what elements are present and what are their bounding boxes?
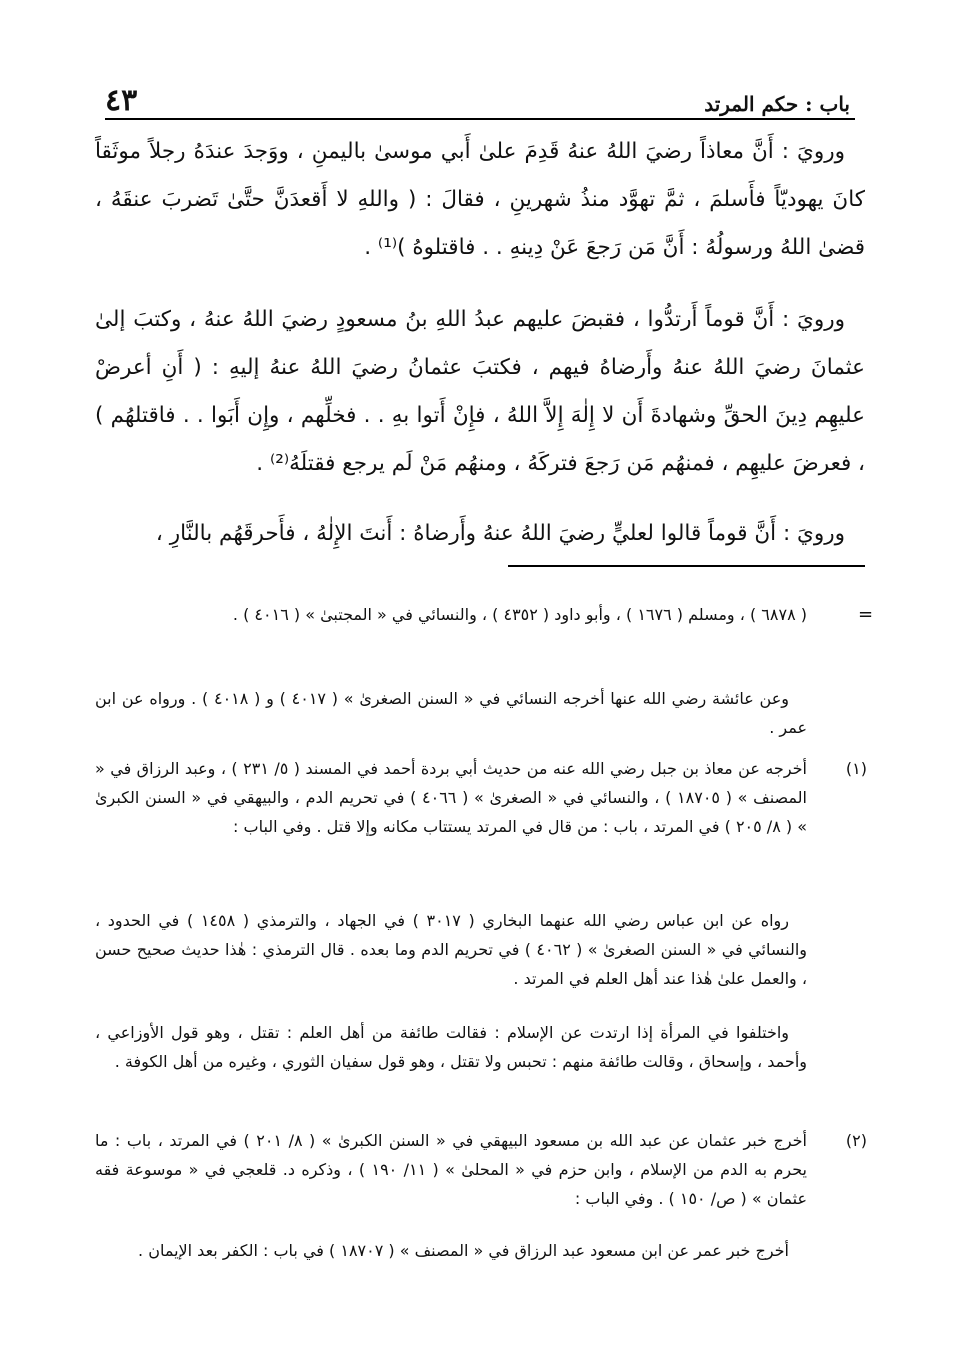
page-header <box>105 80 850 116</box>
footnote-1-para-3 <box>95 1018 807 1076</box>
footnote-1-para-2 <box>95 906 807 993</box>
chapter-title: باب : حكم المرتد <box>704 92 850 116</box>
footnote-continuation <box>95 600 807 629</box>
footnote-2 <box>95 1126 807 1213</box>
footnote-continuation-2-text: وعن عائشة رضي الله عنها أخرجه النسائي في « السنن الصغرىٰ » ( ٤٠١٧ ) و ( ٤٠١٨ ) . ورواه عن ابن عمر . <box>95 689 807 737</box>
footnote-continuation-text: ( ٦٨٧٨ ) ، ومسلم ( ١٦٧٦ ) ، وأبو داود ( ٤٣٥٢ ) ، والنسائي في « المجتبىٰ » ( ٤٠١٦ ) . <box>232 605 807 624</box>
footnote-separator <box>508 565 865 567</box>
main-paragraph-3 <box>95 510 865 558</box>
footnote-continuation-2 <box>95 684 807 742</box>
main-text-2: ورويَ : أَنَّ قوماً أَرتدُّوا ، فقبضَ عليهم عبدُ اللهِ بنُ مسعودٍ رضيَ اللهُ عنهُ ، وكتبَ إلىٰ عثمانَ رضيَ اللهُ عنهُ وأَرضاهُ فيهم ، فكتبَ عثمانُ رضيَ اللهُ عنهُ إليهِ : ( أَنِ أعرضْ عليهِم دِينَ الحقِّ وشهادةَ أَن لا إِلٰهَ إِلاَّ اللهُ ، فإِنْ أَتوا بهِ . . فخلِّهم ، وإِن أَبَوا . . فاقتلهُم ) ، فعرضَ عليهِم ، فمنهُم مَن رَجعَ فتركَهُ ، ومنهُم مَنْ لَم يرجع فقتلَهُ⁽²⁾ . <box>95 307 865 476</box>
footnote-1-text: أخرجه عن معاذ بن جبل رضي الله عنه من حديث أبي بردة أحمد في المسند ( ٥/ ٢٣١ ) ، وعبد الرزاق في « المصنف » ( ١٨٧٠٥ ) ، والنسائي في « الصغرىٰ » ( ٤٠٦٦ ) في تحريم الدم ، والبيهقي في « السنن الكبرىٰ » ( ٨/ ٢٠٥ ) في المرتد ، باب : من قال في المرتد يستتاب مكانه وإلا قتل . وفي الباب : <box>95 759 808 836</box>
footnote-1-marker: (١) <box>845 759 867 778</box>
main-text-3: ورويَ : أَنَّ قوماً قالوا لعليٍّ رضيَ اللهُ عنهُ وأَرضاهُ : أَنتَ الإِلٰهُ ، فأَحرقَهُم بالنَّارِ ، <box>155 521 845 546</box>
footnote-continuation-mark: = <box>858 604 874 625</box>
main-text-1: ورويَ : أَنَّ معاذاً رضيَ اللهُ عنهُ قَدِمَ علىٰ أَبي موسىٰ باليمنِ ، ووَجدَ عندَهُ رجلاً موثَقاً كانَ يهوديّاً فأَسلمَ ، ثمَّ تهوَّد منذُ شهرينِ ، فقالَ : ( واللهِ لا أَقعدَنَّ حتَّىٰ تَضربَ عنقَهُ ، قضىٰ اللهُ ورسولُهُ : أَنَّ مَن رَجعَ عَنْ دِينهِ . . فاقتلوهُ )⁽¹⁾ . <box>95 139 865 260</box>
footnote-2-para-2 <box>95 1236 807 1265</box>
header-rule <box>105 118 855 120</box>
footnote-2-para-2-text: أخرج خبر عمر عن ابن مسعود عبد الرزاق في « المصنف » ( ١٨٧٠٧ ) في باب : الكفر بعد الإيمان . <box>138 1241 789 1260</box>
footnote-2-text: أخرج خبر عثمان عن عبد الله بن مسعود البيهقي في « السنن الكبرىٰ » ( ٨/ ٢٠١ ) في المرتد ، باب : ما يحرم به الدم من الإسلام ، وابن حزم في « المحلىٰ » ( ١١/ ١٩٠ ) ، وذكره د. قلعجي في « موسوعة فقه عثمان » ( ص/ ١٥٠ ) . وفي الباب : <box>95 1131 808 1208</box>
footnote-1 <box>95 754 807 841</box>
page-number: ٤٣ <box>105 83 138 118</box>
footnote-2-marker: (٢) <box>845 1131 867 1150</box>
footnote-1-para-3-text: واختلفوا في المرأة إذا ارتدت عن الإسلام : فقالت طائفة من أهل العلم : تقتل ، وهو قول الأوزاعي ، وأحمد ، وإسحاق ، وقالت طائفة منهم : تحبس ولا تقتل ، وهو قول سفيان الثوري ، وغيره من أهل الكوفة . <box>95 1023 807 1071</box>
main-paragraph-1 <box>95 128 865 272</box>
main-paragraph-2 <box>95 296 865 488</box>
footnote-1-para-2-text: رواه عن ابن عباس رضي الله عنهما البخاري ( ٣٠١٧ ) في الجهاد ، والترمذي ( ١٤٥٨ ) في الحدود ، والنسائي في « السنن الصغرىٰ » ( ٤٠٦٢ ) في تحريم الدم وما بعده . قال الترمذي : هٰذا حديث صحيح حسن ، والعمل علىٰ هٰذا عند أهل العلم في المرتد . <box>95 911 807 988</box>
